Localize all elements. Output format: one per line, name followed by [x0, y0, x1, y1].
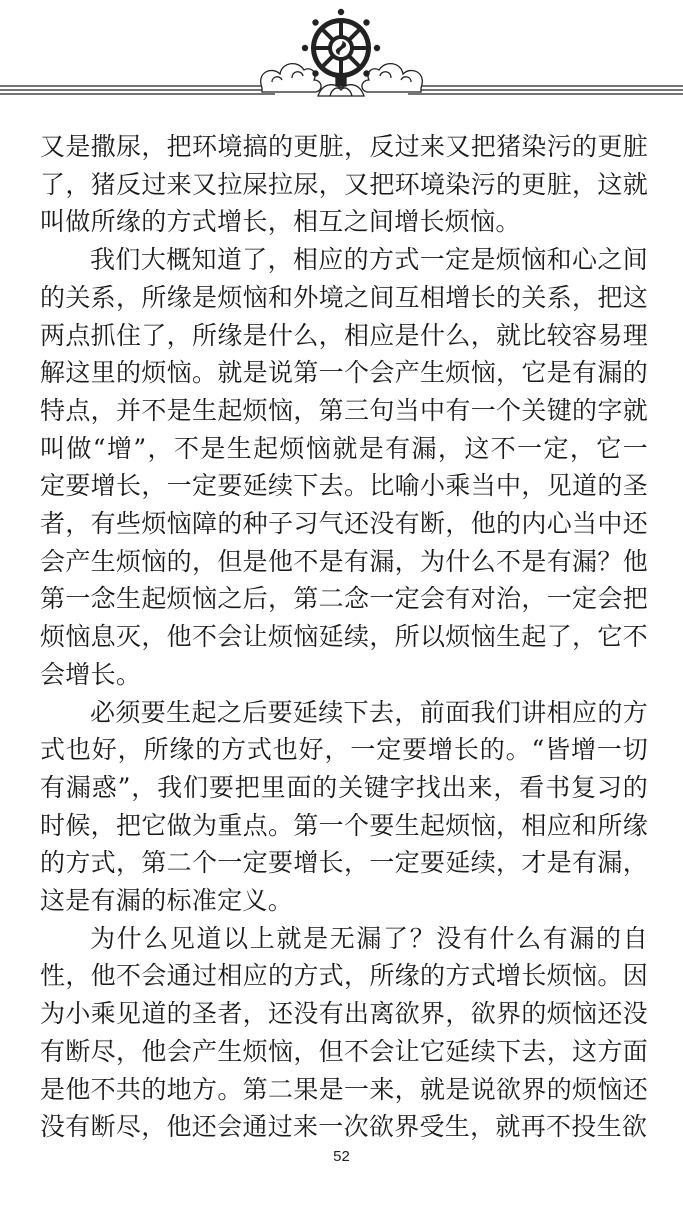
page-body [40, 128, 648, 1146]
page-number: 52 [333, 1148, 350, 1165]
paragraph-2: 我们大概知道了，相应的方式一定是烦恼和心之间的关系，所缘是烦恼和外境之间互相增长的关系，把这两点抓住了，所缘是什么，相应是什么，就比较容易理解这里的烦恼。就是说第一个会产生烦恼，它是有漏的特点，并不是生起烦恼，第三句当中有一个关键的字就叫做“增”，不是生起烦恼就是有漏，这不一定，它一定要增长，一定要延续下去。比喻小乘当中，见道的圣者，有些烦恼障的种子习气还没有断，他的内心当中还会产生烦恼的，但是他不是有漏，为什么不是有漏？他第一念生起烦恼之后，第二念一定会有对治，一定会把烦恼息灭，他不会让烦恼延续，所以烦恼生起了，它不会增长。 [40, 245, 648, 689]
header-ornament [0, 0, 683, 110]
paragraph-4: 为什么见道以上就是无漏了？没有什么有漏的自性，他不会通过相应的方式，所缘的方式增长烦恼。因为小乘见道的圣者，还没有出离欲界，欲界的烦恼还没有断尽，他会产生烦恼，但不会让它延续下去，这方面是他不共的地方。第二果是一来，就是说欲界的烦恼还没有断尽，他还会通过来一次欲界受生，就再不投生欲 [40, 923, 648, 1142]
auspicious-cloud-icon [362, 64, 422, 92]
paragraph-1: 又是撒尿，把环境搞的更脏，反过来又把猪染污的更脏了，猪反过来又拉屎拉尿，又把环境染污的更脏，这就叫做所缘的方式增长，相互之间增长烦恼。 [40, 132, 648, 237]
paragraph-3: 必须要生起之后要延续下去，前面我们讲相应的方式也好，所缘的方式也好，一定要增长的。“皆增一切有漏惑”，我们要把里面的关键字找出来，看书复习的时候，把它做为重点。第一个要生起烦恼，相应和所缘的方式，第二个一定要增长，一定要延续，才是有漏，这是有漏的标准定义。 [40, 697, 648, 916]
auspicious-cloud-icon [261, 64, 321, 92]
lotus-base-icon [318, 76, 364, 96]
dharma-wheel-icon [302, 9, 380, 78]
